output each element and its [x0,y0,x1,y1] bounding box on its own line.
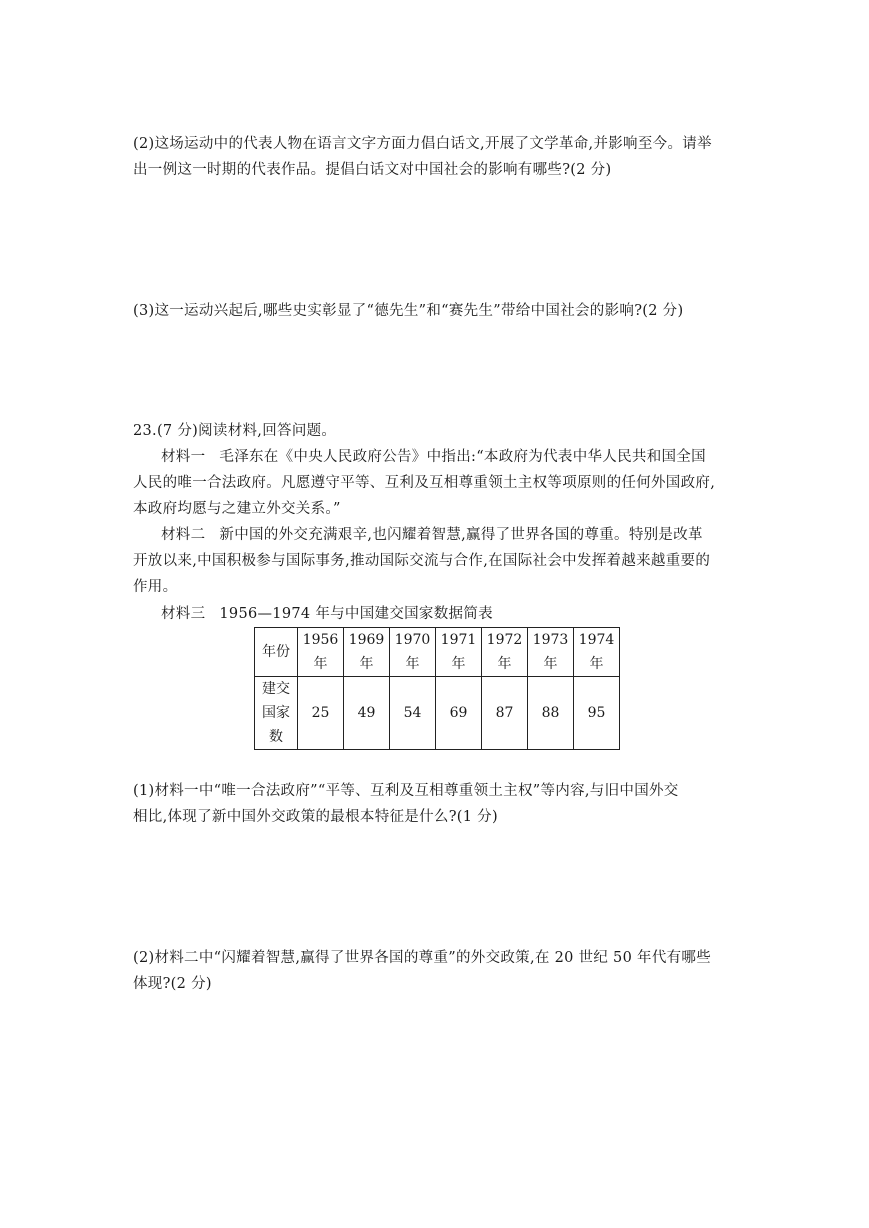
material-2-label: 材料二 [161,527,206,543]
material-3-line-1 [161,601,743,627]
q22-2-line-2: 出一例这一时期的代表作品。提倡白话文对中国社会的影响有哪些?(2 分) [133,162,612,178]
material-1-label: 材料一 [161,449,206,465]
q22-2-line-1: (2)这场运动中的代表人物在语言文字方面力倡白话文,开展了文学革命,并影响至今。请举 [133,136,712,152]
diplomatic-relations-table [254,627,620,750]
table-count-cell: 88 [528,677,574,750]
material-3-title: 1956—1974 年与中国建交国家数据简表 [219,606,493,622]
table-count-cell: 54 [390,677,436,750]
table-year-cell: 1974 年 [574,628,620,677]
material-2-line-3: 作用。 [133,579,178,595]
material-2-text-1: 新中国的外交充满艰辛,也闪耀着智慧,赢得了世界各国的尊重。特别是改革 [219,527,703,543]
table-header-count: 建交 国家 数 [255,677,298,750]
table-header-year: 年份 [255,628,298,677]
table-row-counts [255,677,620,750]
table-count-cell: 25 [298,677,344,750]
table-year-cell: 1972 年 [482,628,528,677]
q23-2-line-1: (2)材料二中“闪耀着智慧,赢得了世界各国的尊重”的外交政策,在 20 世纪 50 年代有哪些 [133,950,712,966]
table-year-cell: 1956 年 [298,628,344,677]
material-2-line-2: 开放以来,中国积极参与国际事务,推动国际交流与合作,在国际社会中发挥着越来越重要的 [133,553,711,569]
table-year-cell: 1973 年 [528,628,574,677]
table-count-cell: 49 [344,677,390,750]
table-year-cell: 1970 年 [390,628,436,677]
table-count-cell: 95 [574,677,620,750]
q23-1-line-1: (1)材料一中“唯一合法政府”“平等、互利及互相尊重领土主权”等内容,与旧中国外交 [133,783,679,799]
material-1-text-1: 毛泽东在《中央人民政府公告》中指出:“本政府为代表中华人民共和国全国 [219,449,706,465]
material-1-line-1 [161,444,743,470]
table-year-cell: 1971 年 [436,628,482,677]
table-count-cell: 69 [436,677,482,750]
material-1-line-2: 人民的唯一合法政府。凡愿遵守平等、互利及互相尊重领土主权等项原则的任何外国政府, [133,475,716,491]
table-row-years [255,628,620,677]
q22-3-line-1: (3)这一运动兴起后,哪些史实彰显了“德先生”和“赛先生”带给中国社会的影响?(2 分) [133,303,684,319]
q23-2-line-2: 体现?(2 分) [133,976,212,992]
material-2-line-1 [161,522,743,548]
table-year-cell: 1969 年 [344,628,390,677]
q23-1-line-2: 相比,体现了新中国外交政策的最根本特征是什么?(1 分) [133,809,498,825]
table-count-cell: 87 [482,677,528,750]
material-1-line-3: 本政府均愿与之建立外交关系。” [133,501,341,517]
material-3-label: 材料三 [161,606,206,622]
q23-header: 23.(7 分)阅读材料,回答问题。 [133,423,337,439]
